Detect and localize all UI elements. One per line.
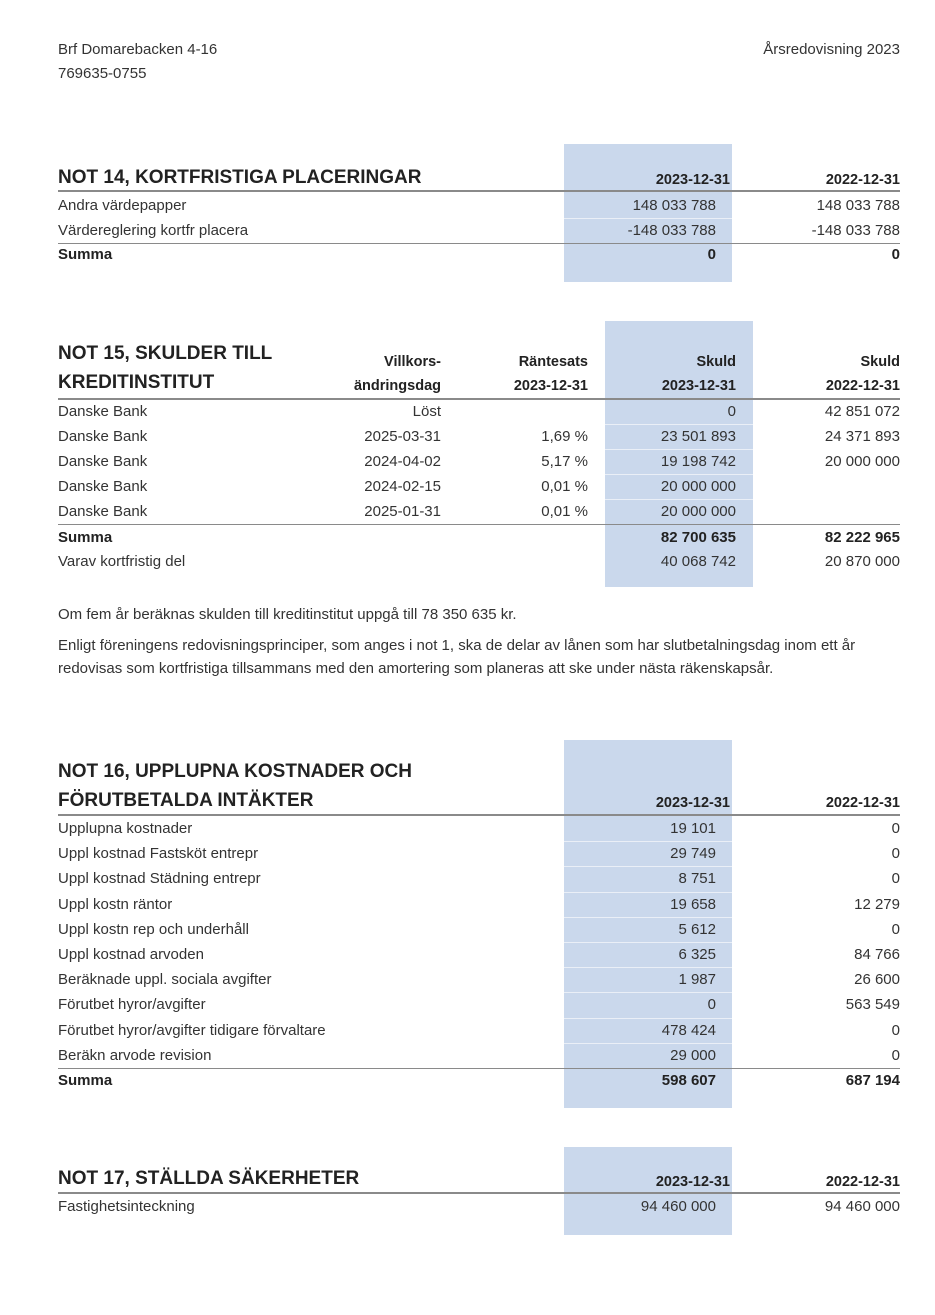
value-2023: 19 101 bbox=[670, 820, 716, 837]
change-date: 2024-04-02 bbox=[364, 453, 441, 470]
note-15-title-line2: KREDITINSTITUT bbox=[58, 372, 215, 393]
table-row bbox=[58, 424, 900, 449]
header-rule bbox=[58, 190, 900, 192]
column-header-skuld-2022-line1: Skuld bbox=[860, 354, 900, 370]
row-label: Beräkn arvode revision bbox=[58, 1046, 212, 1064]
note-15-section bbox=[58, 321, 900, 591]
lender: Danske Bank bbox=[58, 478, 148, 495]
value-2022: 0 bbox=[891, 820, 900, 837]
sum-row bbox=[58, 242, 900, 267]
debt-2022: 42 851 072 bbox=[824, 403, 900, 420]
column-header-rate bbox=[514, 350, 588, 398]
change-date: 2025-03-31 bbox=[364, 428, 441, 445]
change-date: 2025-01-31 bbox=[364, 503, 441, 520]
value-2022: 12 279 bbox=[854, 895, 900, 913]
value-2023: 19 658 bbox=[670, 895, 716, 913]
note-17-title: NOT 17, STÄLLDA SÄKERHETER bbox=[58, 1168, 360, 1189]
row-label: Uppl kostnad arvoden bbox=[58, 946, 204, 963]
column-header-skuld-2022-line2: 2022-12-31 bbox=[825, 378, 900, 394]
sum-row bbox=[58, 1068, 900, 1093]
interest-rate: 1,69 % bbox=[541, 428, 588, 445]
change-date: Löst bbox=[412, 403, 441, 420]
table-row bbox=[58, 841, 900, 866]
row-label: Beräknade uppl. sociala avgifter bbox=[58, 971, 272, 989]
note-17-section bbox=[58, 1147, 900, 1237]
table-row bbox=[58, 942, 900, 967]
sum-2023: 598 607 bbox=[661, 1072, 716, 1089]
organization-number: 769635-0755 bbox=[58, 65, 147, 82]
note-16-section bbox=[58, 740, 900, 1110]
table-row bbox=[58, 1043, 900, 1068]
sum-2023: 82 700 635 bbox=[660, 529, 736, 546]
short-term-2023: 40 068 742 bbox=[660, 553, 736, 570]
value-2022: 84 766 bbox=[854, 946, 900, 963]
note-16-title-line1: NOT 16, UPPLUPNA KOSTNADER OCH bbox=[58, 761, 412, 782]
value-2022: 563 549 bbox=[845, 996, 900, 1014]
value-2022: 0 bbox=[891, 1046, 900, 1064]
column-header-skuld-2023-line2: 2023-12-31 bbox=[661, 378, 736, 394]
column-header-skuld-2023-line1: Skuld bbox=[696, 354, 736, 370]
column-header-rate-line2: 2023-12-31 bbox=[513, 378, 588, 394]
row-label: Uppl kostnad Fastsköt entrepr bbox=[58, 845, 259, 863]
column-header-rate-line1: Räntesats bbox=[518, 354, 588, 370]
table-row bbox=[58, 892, 900, 917]
value-2023: 29 000 bbox=[670, 1046, 716, 1064]
column-header-villkor-line1: Villkors- bbox=[384, 354, 441, 370]
table-row bbox=[58, 499, 900, 524]
debt-2023: 23 501 893 bbox=[660, 428, 736, 445]
column-header-2023: 2023-12-31 bbox=[655, 172, 730, 188]
value-2023: 5 612 bbox=[678, 920, 716, 938]
lender: Danske Bank bbox=[58, 503, 148, 520]
sum-label: Summa bbox=[58, 1072, 113, 1089]
table-row bbox=[58, 866, 900, 891]
value-2022: 148 033 788 bbox=[816, 197, 900, 214]
note-16-title-line2: FÖRUTBETALDA INTÄKTER bbox=[58, 790, 314, 811]
debt-2023: 19 198 742 bbox=[660, 453, 736, 470]
value-2022: 0 bbox=[891, 920, 900, 938]
table-row bbox=[58, 1194, 900, 1219]
organization-name: Brf Domarebacken 4-16 bbox=[58, 41, 218, 58]
table-row bbox=[58, 193, 900, 218]
table-row bbox=[58, 449, 900, 474]
table-row bbox=[58, 967, 900, 992]
note-14-section bbox=[58, 144, 900, 284]
sum-2022: 687 194 bbox=[845, 1072, 900, 1089]
value-2023: 1 987 bbox=[678, 971, 716, 989]
column-header-2022: 2022-12-31 bbox=[825, 1174, 900, 1190]
note-15-paragraph-2: Enligt föreningens redovisningsprinciper, som anges i not 1, ska de delar av lånen som har slutbetalningsdag inom ett år redovisas som kortfristiga tillsammans med den amortering som planeras att ske under nästa räkenskapsår. bbox=[58, 637, 856, 677]
debt-2022: 24 371 893 bbox=[824, 428, 900, 445]
sum-label: Summa bbox=[58, 529, 113, 546]
sum-2023: 0 bbox=[707, 246, 716, 263]
lender: Danske Bank bbox=[58, 453, 148, 470]
column-header-villkor bbox=[354, 350, 441, 398]
row-label: Värdereglering kortfr placera bbox=[58, 222, 249, 239]
row-label: Andra värdepapper bbox=[58, 197, 187, 214]
debt-2023: 20 000 000 bbox=[660, 503, 736, 520]
lender: Danske Bank bbox=[58, 428, 148, 445]
table-row bbox=[58, 917, 900, 942]
table-row bbox=[58, 474, 900, 499]
column-header-skuld-2022 bbox=[826, 350, 900, 398]
sum-2022: 0 bbox=[891, 246, 900, 263]
table-row bbox=[58, 992, 900, 1017]
value-2023: 478 424 bbox=[661, 1021, 716, 1039]
note-14-title: NOT 14, KORTFRISTIGA PLACERINGAR bbox=[58, 167, 422, 188]
note-15-paragraph-1: Om fem år beräknas skulden till kreditinstitut uppgå till 78 350 635 kr. bbox=[58, 606, 517, 623]
value-2022: 26 600 bbox=[854, 971, 900, 989]
debt-2023: 0 bbox=[727, 403, 736, 420]
sum-label: Summa bbox=[58, 246, 113, 263]
row-label: Uppl kostn räntor bbox=[58, 895, 173, 913]
value-2023: 8 751 bbox=[678, 870, 716, 888]
column-header-2022: 2022-12-31 bbox=[825, 172, 900, 188]
note-15-title-line1: NOT 15, SKULDER TILL bbox=[58, 343, 273, 364]
page-header-left bbox=[58, 38, 217, 86]
column-header-2023: 2023-12-31 bbox=[655, 1174, 730, 1190]
interest-rate: 0,01 % bbox=[541, 503, 588, 520]
lender: Danske Bank bbox=[58, 403, 148, 420]
change-date: 2024-02-15 bbox=[364, 478, 441, 495]
row-label: Uppl kostn rep och underhåll bbox=[58, 920, 249, 938]
column-header-skuld-2023 bbox=[662, 350, 736, 398]
sum-2022: 82 222 965 bbox=[824, 529, 900, 546]
document-title: Årsredovisning 2023 bbox=[763, 41, 900, 58]
value-2023: 0 bbox=[707, 996, 716, 1014]
short-term-row bbox=[58, 549, 900, 574]
value-2022: -148 033 788 bbox=[811, 222, 900, 239]
value-2022: 94 460 000 bbox=[824, 1198, 900, 1215]
column-header-2023: 2023-12-31 bbox=[655, 795, 730, 811]
value-2023: 6 325 bbox=[678, 946, 716, 963]
interest-rate: 0,01 % bbox=[541, 478, 588, 495]
row-label: Upplupna kostnader bbox=[58, 820, 193, 837]
row-label: Fastighetsinteckning bbox=[58, 1198, 195, 1215]
column-header-villkor-line2: ändringsdag bbox=[353, 378, 441, 394]
short-term-label: Varav kortfristig del bbox=[58, 553, 186, 570]
value-2022: 0 bbox=[891, 845, 900, 863]
value-2023: 148 033 788 bbox=[632, 197, 716, 214]
sum-row bbox=[58, 525, 900, 550]
value-2022: 0 bbox=[891, 870, 900, 888]
table-row bbox=[58, 1018, 900, 1043]
table-row bbox=[58, 218, 900, 243]
value-2023: 94 460 000 bbox=[640, 1198, 716, 1215]
short-term-2022: 20 870 000 bbox=[824, 553, 900, 570]
debt-2022: 20 000 000 bbox=[824, 453, 900, 470]
row-label: Förutbet hyror/avgifter tidigare förvaltare bbox=[58, 1021, 326, 1039]
debt-2023: 20 000 000 bbox=[660, 478, 736, 495]
interest-rate: 5,17 % bbox=[541, 453, 588, 470]
value-2022: 0 bbox=[891, 1021, 900, 1039]
row-label: Uppl kostnad Städning entrepr bbox=[58, 870, 261, 888]
table-row bbox=[58, 816, 900, 841]
column-header-2022: 2022-12-31 bbox=[825, 795, 900, 811]
value-2023: -148 033 788 bbox=[627, 222, 716, 239]
table-row bbox=[58, 399, 900, 424]
value-2023: 29 749 bbox=[670, 845, 716, 863]
row-label: Förutbet hyror/avgifter bbox=[58, 996, 206, 1014]
